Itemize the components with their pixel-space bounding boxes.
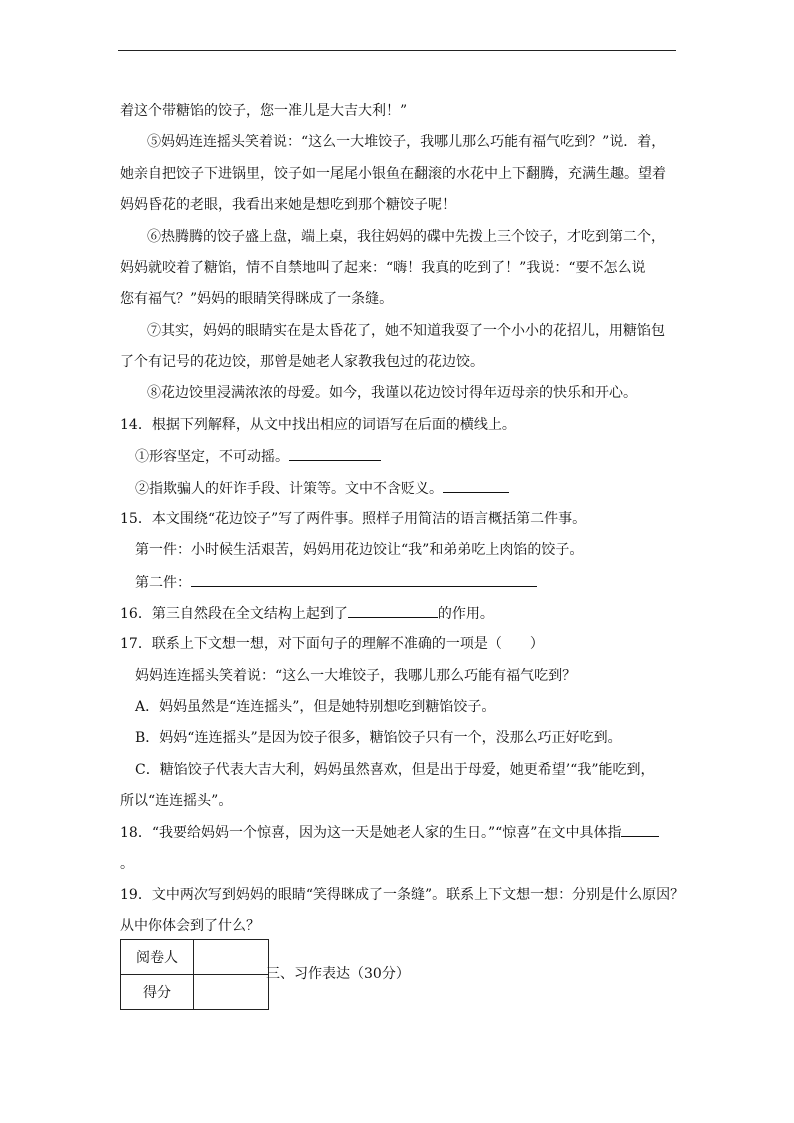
text-line: 妈妈就咬着了糖馅，情不自禁地叫了起来：“嗨！我真的吃到了！”我说：“要不怎么说 — [120, 260, 646, 276]
item-text: ②指欺骗人的奸诈手段、计策等。文中不含贬义。 — [135, 481, 443, 497]
header-rule — [118, 50, 676, 51]
question-17: 17．联系上下文想一想，对下面句子的理解不准确的一项是（ ） — [120, 636, 544, 652]
question-14-item-2 — [135, 478, 509, 499]
item-text: 第二件： — [135, 575, 191, 591]
reviewer-cell[interactable] — [194, 940, 269, 975]
question-15: 15．本文围绕“花边饺子”写了两件事。照样子用简洁的语言概括第二件事。 — [120, 511, 587, 527]
answer-blank[interactable] — [289, 446, 381, 461]
score-label: 得分 — [121, 975, 194, 1010]
item-text: ①形容坚定，不可动摇。 — [135, 449, 289, 465]
paragraph-5: ⑤妈妈连连摇头笑着说：“这么一大堆饺子，我哪儿那么巧能有福气吃到？”说．着， — [147, 134, 666, 150]
text-line: 您有福气？”妈妈的眼睛笑得眯成了一条缝。 — [120, 291, 394, 307]
text-line: 了个有记号的花边饺，那曾是她老人家教我包过的花边饺。 — [120, 354, 484, 370]
reviewer-label: 阅卷人 — [121, 940, 194, 975]
paragraph-8: ⑧花边饺里浸满浓浓的母爱。如今，我谨以花边饺讨得年迈母亲的快乐和开心。 — [147, 385, 637, 401]
text-line: 着这个带糖馅的饺子，您一准儿是大吉大利！” — [120, 103, 408, 119]
question-14-item-1 — [135, 446, 381, 467]
answer-blank[interactable] — [348, 603, 438, 618]
question-14: 14．根据下列解释，从文中找出相应的词语写在后面的横线上。 — [120, 417, 516, 433]
answer-blank[interactable] — [443, 478, 509, 493]
option-c: C．糖馅饺子代表大吉大利，妈妈虽然喜欢，但是出于母爱，她更希望’“我”能吃到， — [135, 762, 655, 778]
question-15-answer — [135, 572, 537, 593]
question-text: 18．“我要给妈妈一个惊喜，因为这一天是她老人家的生日。”“惊喜”在文中具体指 — [120, 825, 622, 841]
question-16 — [120, 603, 494, 624]
question-text: 的作用。 — [437, 606, 494, 622]
option-a: A．妈妈虽然是“连连摇头”，但是她特别想吃到糖馅饺子。 — [135, 699, 496, 715]
grader-table — [120, 939, 269, 1010]
section-heading: 三、习作表达（30分） — [266, 966, 410, 982]
text-line: 从中你体会到了什么？ — [120, 918, 260, 934]
option-b: B．妈妈“连连摇头”是因为饺子很多，糖馅饺子只有一个，没那么巧正好吃到。 — [135, 730, 622, 746]
text-line: 。 — [120, 856, 134, 872]
text-line: 妈妈昏花的老眼，我看出来她是想吃到那个糖饺子呢！ — [120, 197, 456, 213]
question-18 — [120, 822, 659, 843]
question-17-quote: 妈妈连连摇头笑着说：“这么一大堆饺子，我哪儿那么巧能有福气吃到？ — [135, 668, 577, 684]
question-15-example: 第一件：小时候生活艰苦，妈妈用花边饺让“我”和弟弟吃上肉馅的饺子。 — [135, 542, 584, 558]
answer-blank[interactable] — [191, 572, 537, 587]
score-cell[interactable] — [194, 975, 269, 1010]
text-line: 她亲自把饺子下进锅里，饺子如一尾尾小银鱼在翻滚的水花中上下翻腾，充满生趣。望着 — [120, 166, 666, 182]
paragraph-6: ⑥热腾腾的饺子盛上盘，端上桌，我往妈妈的碟中先拨上三个饺子，才吃到第二个， — [147, 229, 665, 245]
paragraph-7: ⑦其实，妈妈的眼睛实在是太昏花了，她不知道我耍了一个小小的花招儿，用糖馅包 — [147, 323, 665, 339]
question-text: 16．第三自然段在全文结构上起到了 — [120, 606, 348, 622]
text-line: 所以“连连摇头”。 — [120, 793, 233, 809]
answer-blank[interactable] — [621, 822, 659, 837]
question-19: 19．文中两次写到妈妈的眼睛“笑得眯成了一条缝”。联系上下文想一想：分别是什么原因？ — [120, 887, 685, 903]
